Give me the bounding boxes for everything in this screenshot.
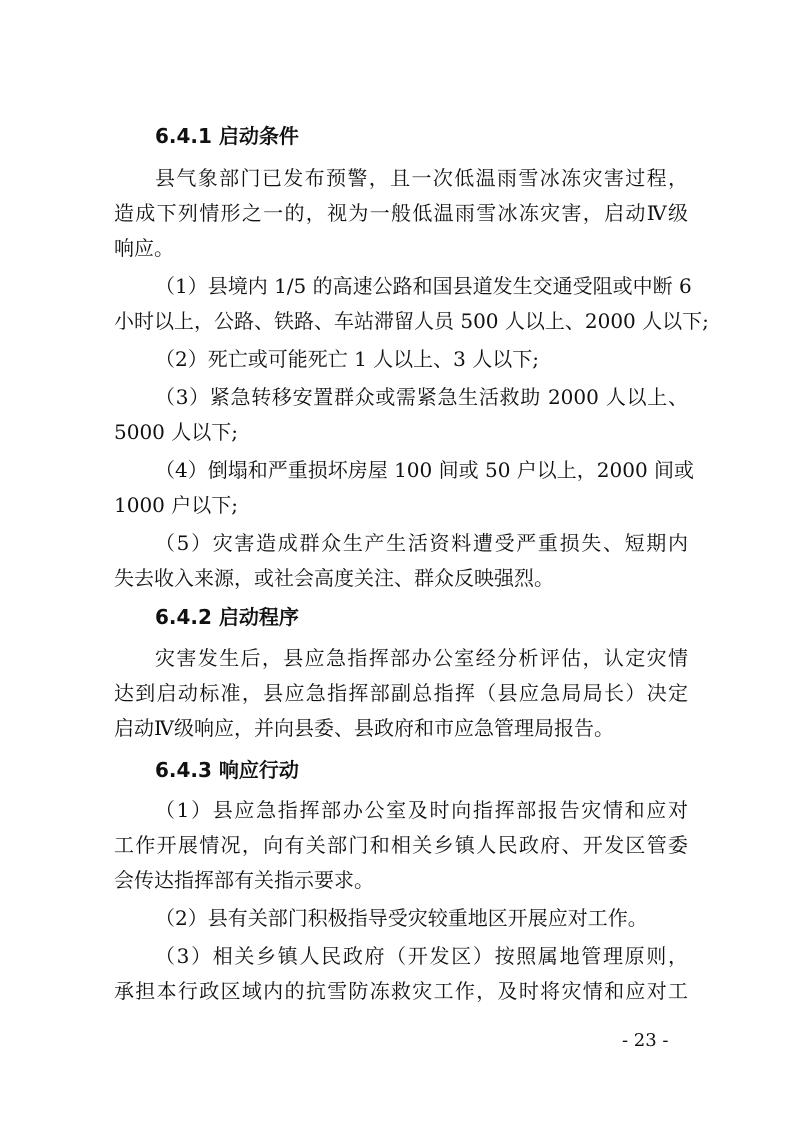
list-item-line: 小时以上，公路、铁路、车站滞留人员 500 人以上、2000 人以下;	[114, 309, 709, 333]
paragraph-line: 响应。	[114, 236, 174, 260]
list-item-line: 1000 户以下;	[114, 493, 238, 517]
list-item-line: 失去收入来源，或社会高度关注、群众反映强烈。	[114, 566, 554, 590]
list-item-line: 承担本行政区域内的抗雪防冻救灾工作，及时将灾情和应对工	[114, 979, 688, 1003]
paragraph-line: 达到启动标准，县应急指挥部副总指挥（县应急局局长）决定	[114, 681, 688, 705]
list-item-line: 5000 人以下;	[114, 420, 238, 444]
list-item-line: （3）相关乡镇人民政府（开发区）按照属地管理原则，	[155, 944, 688, 968]
section-heading-6-4-1: 6.4.1 启动条件	[155, 124, 299, 148]
list-item-line: （2）死亡或可能死亡 1 人以上、3 人以下;	[155, 347, 539, 371]
list-item-line: 工作开展情况，向有关部门和相关乡镇人民政府、开发区管委	[114, 833, 688, 857]
list-item-line: 会传达指挥部有关指示要求。	[114, 868, 374, 892]
list-item-line: （3）紧急转移安置群众或需紧急生活救助 2000 人以上、	[155, 385, 688, 409]
section-heading-6-4-2: 6.4.2 启动程序	[155, 605, 299, 629]
paragraph-line: 启动Ⅳ级响应，并向县委、县政府和市应急管理局报告。	[114, 716, 614, 740]
list-item-line: （1）县应急指挥部办公室及时向指挥部报告灾情和应对	[155, 798, 688, 822]
list-item-line: （4）倒塌和严重损坏房屋 100 间或 50 户以上，2000 间或	[155, 458, 695, 482]
paragraph-line: 灾害发生后，县应急指挥部办公室经分析评估，认定灾情	[155, 646, 688, 670]
paragraph-line: 县气象部门已发布预警，且一次低温雨雪冰冻灾害过程，	[155, 166, 688, 190]
list-item-line: （2）县有关部门积极指导受灾较重地区开展应对工作。	[155, 906, 648, 930]
list-item-line: （1）县境内 1/5 的高速公路和国县道发生交通受阻或中断 6	[155, 274, 692, 298]
list-item-line: （5）灾害造成群众生产生活资料遭受严重损失、短期内	[155, 531, 688, 555]
paragraph-line: 造成下列情形之一的，视为一般低温雨雪冰冻灾害，启动Ⅳ级	[114, 201, 688, 225]
page-number: - 23 -	[622, 1030, 669, 1051]
section-heading-6-4-3: 6.4.3 响应行动	[155, 758, 299, 782]
